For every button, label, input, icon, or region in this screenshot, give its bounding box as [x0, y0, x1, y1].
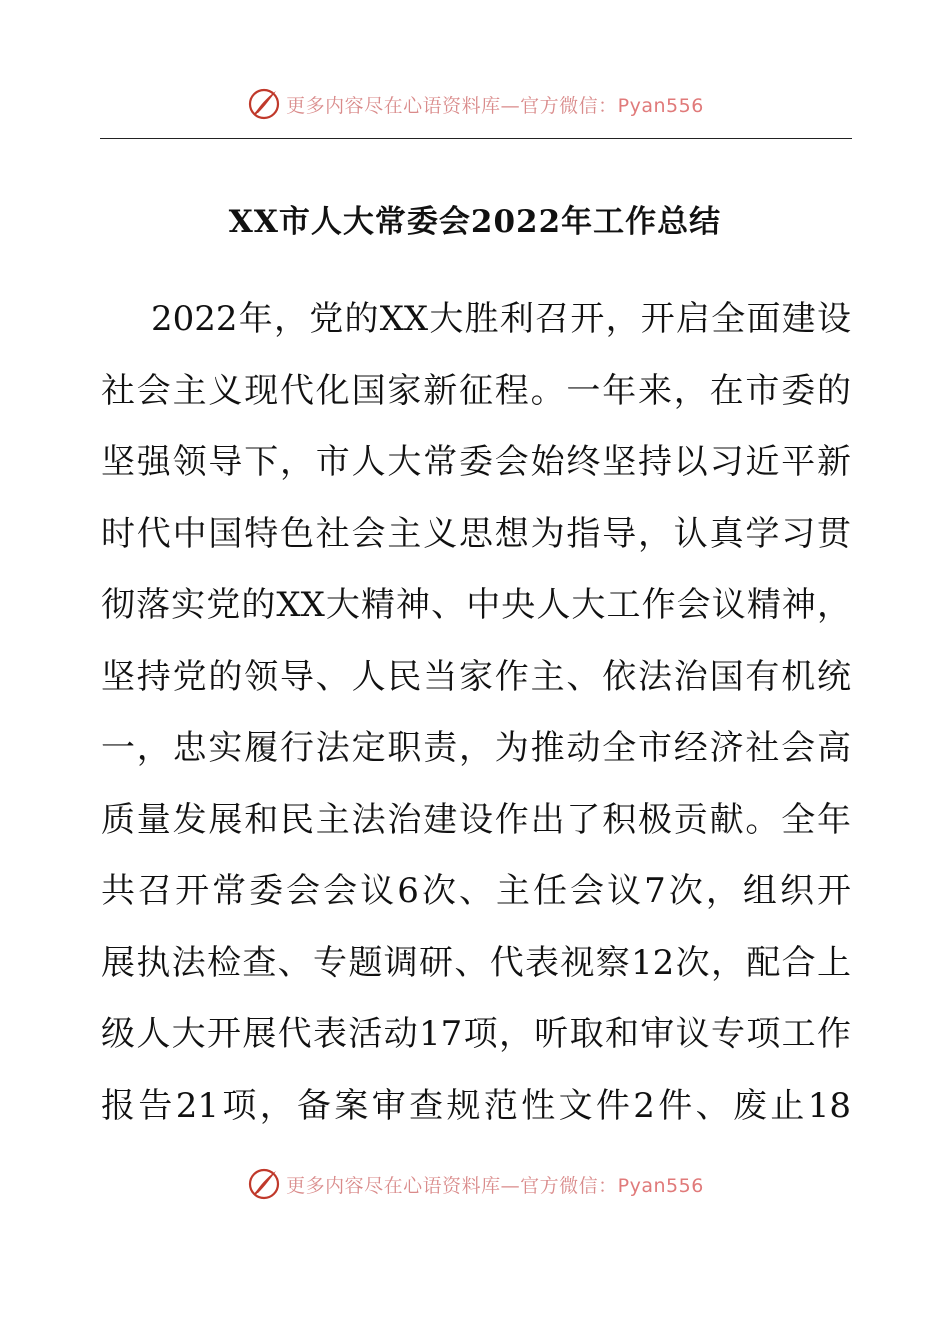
header-banner — [0, 82, 950, 126]
paragraph-line: 时代中国特色社会主义思想为指导，认真学习贯 — [101, 513, 851, 554]
header-banner-text: 更多内容尽在心语资料库—官方微信：Pyan556 — [286, 94, 704, 117]
paragraph-line: 一，忠实履行法定职责，为推动全市经济社会高 — [101, 728, 851, 768]
paragraph-line: 社会主义现代化国家新征程。一年来，在市委的 — [101, 370, 851, 411]
paragraph-line: 展执法检查、专题调研、代表视察12次，配合上 — [101, 942, 851, 983]
document-body — [101, 284, 851, 1142]
footer-banner-text: 更多内容尽在心语资料库—官方微信：Pyan556 — [286, 1174, 704, 1197]
document-title: XX市人大常委会2022年工作总结 — [228, 204, 722, 240]
footer-wechat-id: Pyan556 — [617, 1174, 704, 1197]
footer-banner — [0, 1162, 950, 1206]
paragraph-line: 报告21项，备案审查规范性文件2件、废止18 — [101, 1085, 851, 1126]
header-wechat-id: Pyan556 — [617, 94, 704, 117]
quill-circle-logo-icon — [246, 1166, 282, 1202]
paragraph-line: 共召开常委会会议6次、主任会议7次，组织开 — [101, 871, 851, 911]
paragraph-line: 级人大开展代表活动17项，听取和审议专项工作 — [101, 1014, 851, 1054]
paragraph-line: 坚持党的领导、人民当家作主、依法治国有机统 — [101, 656, 851, 697]
quill-circle-logo-icon — [246, 86, 282, 122]
paragraph-line: 质量发展和民主法治建设作出了积极贡献。全年 — [101, 799, 851, 840]
paragraph-line: 彻落实党的XX大精神、中央人大工作会议精神， — [101, 585, 851, 625]
paragraph-line: 2022年，党的XX大胜利召开，开启全面建设 — [151, 299, 851, 339]
header-divider — [100, 138, 852, 139]
paragraph-line: 坚强领导下，市人大常委会始终坚持以习近平新 — [101, 442, 851, 482]
